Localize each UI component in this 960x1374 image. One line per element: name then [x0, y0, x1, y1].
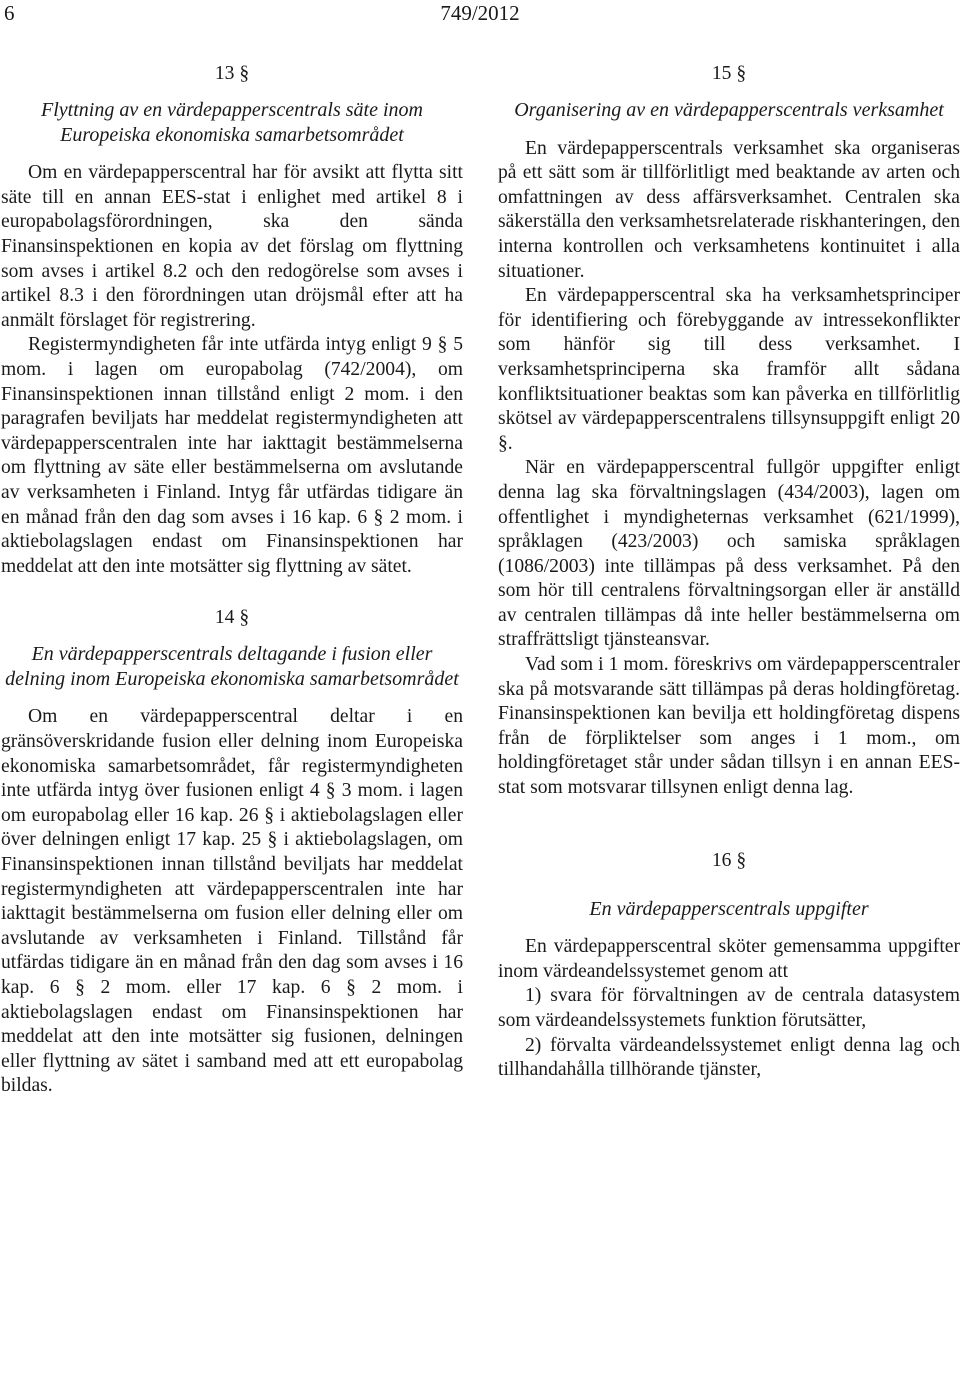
paragraph: Registermyndigheten får inte utfärda intyg enligt 9 § 5 mom. i lagen om europabolag (742/2004), om Finansinspektionen innan tillstånd enligt 2 mom. i den paragrafen beviljats har meddelat registermyndigheten att värdepapperscentralen inte har iakttagit bestämmelserna om flyttning av säte eller bestämmelserna om avslutande av verksamheten i Finland. Intyg får utfärdas tidigare än en månad från den dag som avses i 16 kap. 6 § 2 mom. i aktiebolagslagen endast om Finansinspektionen har meddelat att den inte motsätter sig flyttning av sätet.: [1, 334, 463, 577]
list-item: 2) förvalta värdeandelssystemet enligt denna lag och tillhandahålla tillhörande tjänster,: [498, 1034, 960, 1081]
section-heading: Flyttning av en värdepapperscentrals säte inom Europeiska ekonomiska samarbetsområdet: [41, 99, 423, 146]
page-number: 6: [4, 1, 15, 25]
section-15: [498, 62, 960, 801]
right-column: [498, 62, 960, 1083]
paragraph: Vad som i 1 mom. föreskrivs om värdepapperscentraler ska på motsvarande sätt tillämpas på deras holdingföretag. Finansinspektionen kan bevilja ett holdingföretag dispens från de förpliktelser som anges i 1 mom., om holdingföretaget står under sådan tillsyn i en annan EES-stat som motsvarar tillsynen enligt denna lag.: [498, 654, 960, 799]
section-number: 14 §: [214, 607, 250, 629]
section-14: [1, 606, 463, 1099]
paragraph: En värdepapperscentral sköter gemensamma uppgifter inom värdeandelssystemet genom att: [498, 936, 960, 982]
statute-number: 749/2012: [440, 1, 520, 25]
paragraph: En värdepapperscentrals verksamhet ska organiseras på ett sätt som är tillförlitligt med beaktande av arten och omfattningen av dess affärsverksamhet. Centralen ska säkerställa den verksamhetsrelaterade riskhanteringen, den interna kontrollen och verksamhetens kontinuitet i alla situationer.: [498, 137, 960, 282]
paragraph: Om en värdepapperscentral deltar i en gränsöverskridande fusion eller delning inom Europeiska ekonomiska samarbetsområdet, får registermyndigheten inte utfärda intyg över fusionen enligt 4 § 3 mom. i lagen om europabolag eller 16 kap. 26 § i aktiebolagslagen eller över delningen enligt 17 kap. 25 § i aktiebolagslagen, om Finansinspektionen innan tillstånd beviljats har meddelat registermyndigheten att värdepapperscentralen inte har iakttagit bestämmelserna om fusion eller delning eller om avslutande av verksamheten i Finland. Tillstånd får utfärdas tidigare än en månad från den dag som avses i 16 kap. 6 § 2 mom. eller 17 kap. 6 § 2 mom. i aktiebolagslagen endast om Finansinspektionen har meddelat att den inte motsätter sig fusionen, delningen eller flyttning av sätet i samband med att ett europabolag bildas.: [1, 706, 463, 1097]
paragraph: Om en värdepapperscentral har för avsikt att flytta sitt säte till en annan EES-stat i enlighet med artikel 8 i europabolagsförordningen, ska den sända Finansinspektionen en kopia av det förslag om flyttning som avses i artikel 8.2 och den redogörelse som avses i artikel 8.3 i den förordningen utan dröjsmål efter att ha anmält förslaget för registrering.: [1, 162, 463, 331]
section-number: 16 §: [711, 849, 747, 871]
section-heading: En värdepapperscentrals uppgifter: [589, 897, 869, 920]
section-16: [498, 849, 960, 1083]
paragraph: En värdepapperscentral ska ha verksamhetsprinciper för identifiering och förebyggande av intressekonflikter som hänför sig till dess verksamhet. I verksamhetsprinciperna ska framför allt sådana konfliktsituationer beaktas som kan påverka en tillförlitlig skötsel av värdepapperscentralens tillsynsuppgift enligt 20 §.: [498, 285, 960, 454]
page-header: [0, 0, 960, 30]
section-number: 13 §: [214, 63, 250, 84]
section-13: [1, 62, 463, 579]
list-item: 1) svara för förvaltningen av de centrala datasystem som värdeandelssystemets funktion förutsätter,: [498, 985, 960, 1031]
left-column: [1, 62, 463, 1099]
section-heading: Organisering av en värdepapperscentrals verksamhet: [514, 99, 944, 121]
paragraph: När en värdepapperscentral fullgör uppgifter enligt denna lag ska förvaltningslagen (434/2003), lagen om offentlighet i myndigheternas verksamhet (621/1999), språklagen (423/2003) och samiska språklagen (1086/2003) inte tillämpas på dess verksamhet. På den som hör till centralens förvaltningsorgan eller är anställd av centralen tillämpas då inte heller bestämmelserna om straffrättsligt tjänsteansvar.: [498, 457, 960, 651]
section-number: 15 §: [711, 63, 747, 84]
section-heading: En värdepapperscentrals deltagande i fusion eller delning inom Europeiska ekonomiska samarbetsområdet: [5, 643, 459, 690]
